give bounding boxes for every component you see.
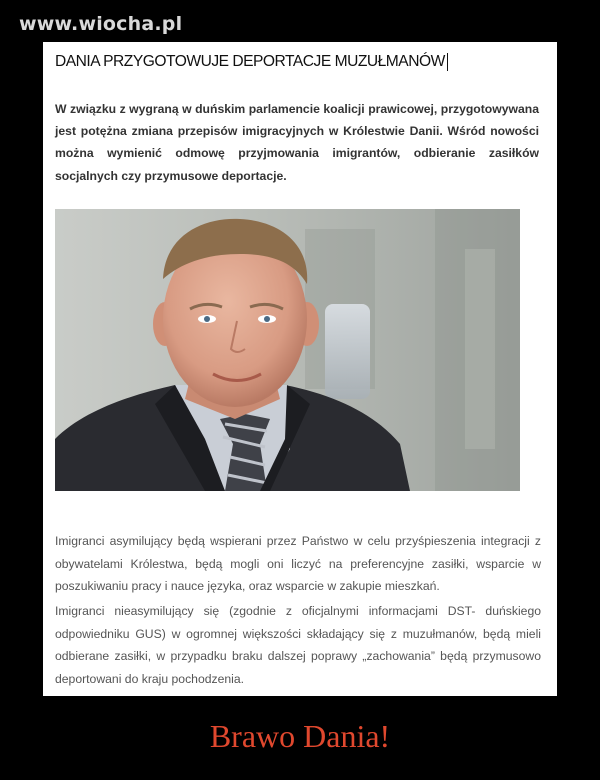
portrait-photo [55, 209, 520, 491]
article-paragraph-2: Imigranci nieasymilujący się (zgodnie z oficjalnymi informacjami DST- duńskiego odpowiedniku GUS) w ogromnej większości składający się z muzułmanów, będą mieli odbierane zasiłki, w przypadku braku dalszej poprawy „zachowania” będą przymusowo deportowani do kraju pochodzenia. [55, 604, 541, 686]
article-lead: W związku z wygraną w duńskim parlamencie koalicji prawicowej, przygotowywana jest potężna zmiana przepisów imigracyjnych w Królestwie Danii. Wśród nowości można wymienić odmowę przyjmowania imigrantów, odbieranie zasiłków socjalnych czy przymusowe deportacje. [55, 102, 539, 183]
poster-slogan: Brawo Dania! [209, 718, 391, 754]
article-paragraph-1: Imigranci asymilujący będą wspierani przez Państwo w celu przyśpieszenia integracji z obywatelami Królestwa, będą mogli oni liczyć na preferencyjne zasiłki, wsparcie w poszukiwaniu pracy i nauce języka, oraz wsparcie w zakupie mieszkań. [55, 534, 541, 594]
article-headline: DANIA PRZYGOTOWUJE DEPORTACJE MUZUŁMANÓW [55, 53, 448, 71]
site-watermark: www.wiocha.pl [19, 13, 183, 35]
article-card [43, 42, 557, 696]
